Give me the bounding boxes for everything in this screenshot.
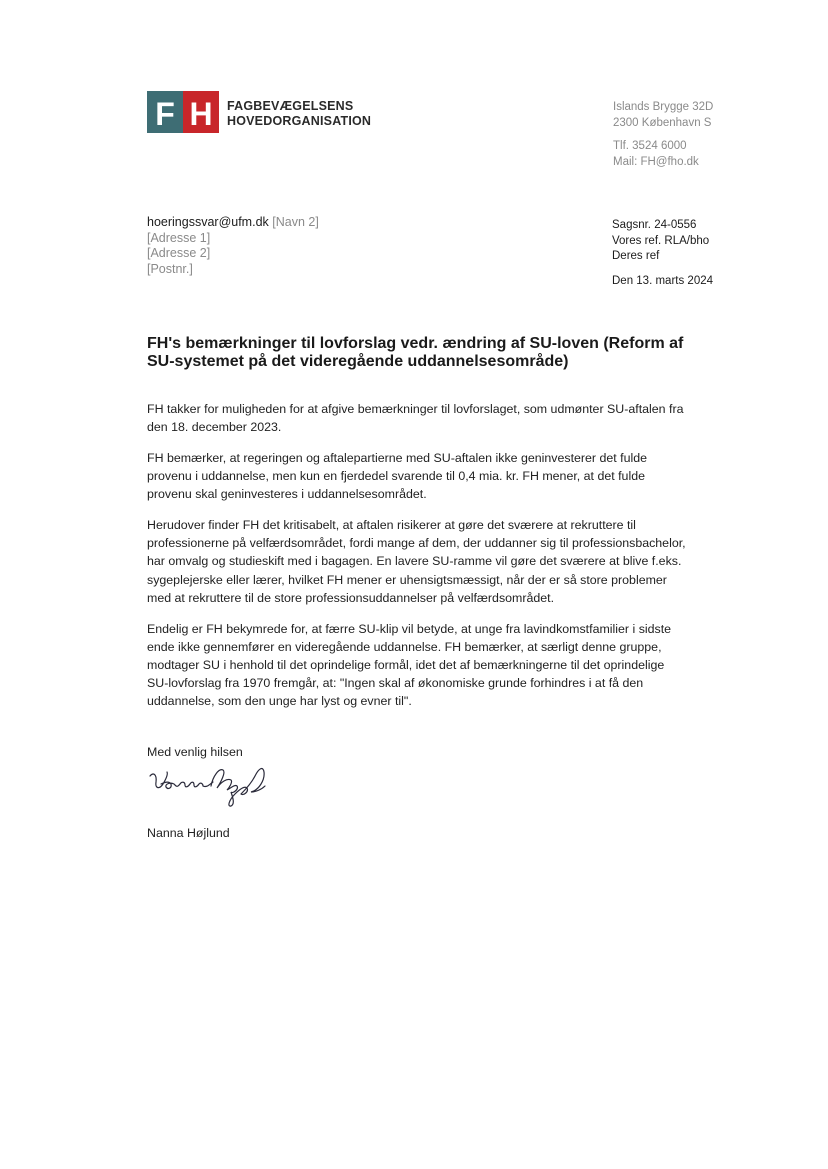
- sender-phone: Tlf. 3524 6000: [613, 140, 687, 152]
- recipient-postal: [Postnr.]: [147, 261, 193, 276]
- letter-body: [147, 400, 687, 723]
- fh-logo: [147, 91, 219, 133]
- logo-letter-h: H: [189, 96, 213, 132]
- recipient-name-placeholder: [Navn 2]: [272, 215, 319, 229]
- signer-name: Nanna Højlund: [147, 826, 230, 840]
- closing-greeting: Med venlig hilsen: [147, 745, 243, 759]
- paragraph: FH bemærker, at regeringen og aftalepartierne med SU-aftalen ikke geninvesterer det fulde provenu i uddannelse, men kun en fjerdedel svarende til 0,4 mia. kr. FH mener, at det fulde provenu skal geninvesteres i uddannelsesområdet.: [147, 450, 648, 502]
- sender-city: 2300 København S: [613, 116, 712, 129]
- sender-address: [613, 100, 713, 170]
- logo-h-block: [183, 91, 219, 133]
- recipient-address: [147, 215, 319, 277]
- your-reference: Deres ref: [612, 250, 660, 262]
- recipient-address-2: [Adresse 2]: [147, 246, 211, 260]
- sender-mail: Mail: FH@fho.dk: [613, 155, 699, 168]
- organization-line-2: HOVEDORGANISATION: [227, 114, 372, 128]
- reference-block: [612, 218, 713, 289]
- organization-line-1: FAGBEVÆGELSENS: [227, 99, 354, 113]
- paragraph: Herudover finder FH det kritisabelt, at aftalen risikerer at gøre det sværere at rekruttere til professionerne på velfærdsområdet, fordi mange af dem, der uddanner sig til professionsbachelor, har omvalg og studieskift med i bagagen. En lavere SU-ramme vil gøre det sværere at blive f.eks. sygeplejerske eller lærer, hvilket FH mener er uhensigtsmæssigt, når der er så store problemer med at rekruttere til de store professionsuddannelser på velfærdsområdet.: [147, 518, 686, 605]
- letter-title: FH's bemærkninger til lovforslag vedr. ændring af SU-loven (Reform af SU-systemet på det videregående uddannelsesområde): [147, 335, 684, 370]
- our-reference: Vores ref. RLA/bho: [612, 234, 710, 247]
- sender-street: Islands Brygge 32D: [613, 101, 714, 113]
- logo-f-block: [147, 91, 183, 133]
- paragraph: FH takker for muligheden for at afgive bemærkninger til lovforslaget, som udmønter SU-aftalen fra den 18. december 2023.: [147, 402, 684, 435]
- recipient-address-1: [Adresse 1]: [147, 230, 211, 245]
- letter-date: Den 13. marts 2024: [612, 274, 714, 287]
- case-number: Sagsnr. 24-0556: [612, 219, 697, 231]
- logo-letter-f: F: [155, 96, 175, 132]
- paragraph: Endelig er FH bekymrede for, at færre SU-klip vil betyde, at unge fra lavindkomstfamilier i sidste ende ikke gennemfører en videregående uddannelse. FH bemærker, at særligt denne gruppe, modtager SU i henhold til det oprindelige formål, idet det af bemærkningerne til det oprindelige SU-lovforslag fra 1970 fremgår, at: "Ingen skal af økonomiske grunde forhindres i at få den uddannelse, som den unge har lyst og evner til".: [147, 621, 672, 709]
- handwritten-signature: [147, 762, 277, 812]
- organization-name: [227, 99, 371, 129]
- recipient-email: hoeringssvar@ufm.dk: [147, 215, 269, 229]
